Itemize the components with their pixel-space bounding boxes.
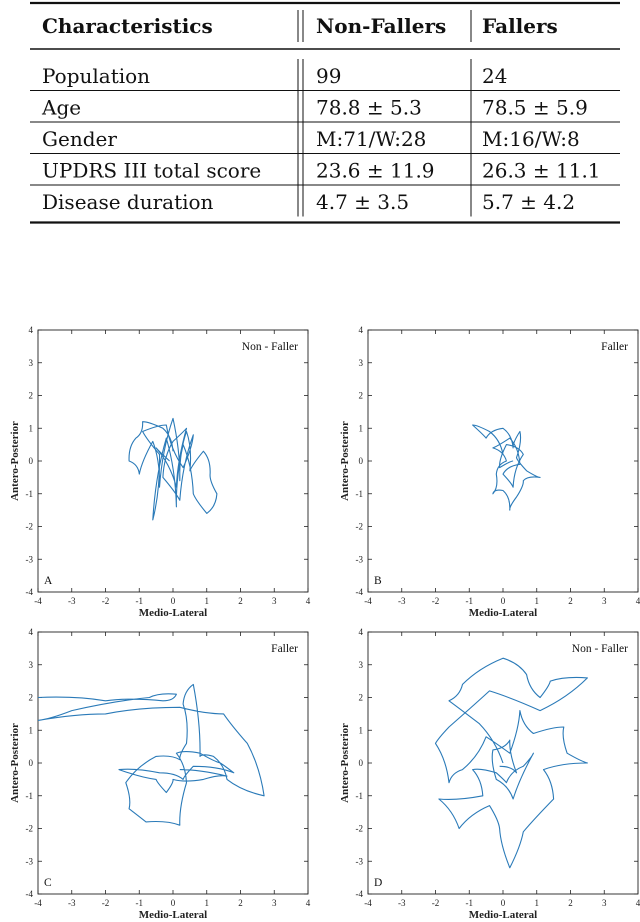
table-cell: 23.6 ± 11.9: [316, 158, 435, 183]
x-axis-label: Medio-Lateral: [468, 607, 538, 619]
trajectory-line: [38, 684, 264, 825]
x-tick-label: 2: [568, 596, 573, 606]
x-tick-label: 3: [602, 898, 607, 908]
x-tick-label: -2: [431, 898, 440, 908]
x-tick-label: 4: [635, 596, 640, 606]
plot-frame: [38, 632, 308, 894]
panel-letter: C: [44, 877, 52, 889]
y-tick-label: -4: [25, 889, 33, 899]
y-tick-label: 3: [358, 357, 363, 368]
y-tick-label: 1: [358, 423, 363, 434]
table-header-cell: Characteristics: [42, 14, 213, 38]
x-tick-label: -2: [431, 596, 440, 606]
trajectory-line: [436, 658, 588, 868]
y-tick-label: 2: [28, 390, 33, 401]
table-cell: 5.7 ± 4.2: [482, 190, 576, 214]
x-tick-label: 0: [170, 898, 176, 908]
y-tick-label: 3: [28, 659, 33, 670]
table-cell: Disease duration: [42, 190, 214, 214]
x-tick-label: 3: [602, 596, 607, 606]
x-tick-label: 0: [170, 596, 176, 606]
y-tick-label: -2: [25, 823, 33, 834]
y-tick-label: -1: [355, 790, 363, 801]
group-label: Faller: [271, 643, 298, 655]
table-cell: 26.3 ± 11.1: [482, 158, 601, 183]
x-tick-label: 1: [204, 596, 209, 606]
y-tick-label: 0: [358, 758, 363, 768]
table-cell: 78.8 ± 5.3: [316, 95, 422, 120]
y-tick-label: 0: [358, 456, 363, 466]
x-tick-label: -2: [101, 898, 110, 908]
y-tick-label: 1: [358, 725, 363, 736]
plot-panel-a: [0, 320, 311, 619]
group-label: Non - Faller: [571, 643, 628, 655]
table-cell: 99: [316, 64, 342, 88]
x-tick-label: -3: [68, 898, 76, 908]
panel-letter: B: [374, 575, 382, 587]
y-tick-label: 1: [28, 725, 33, 736]
x-tick-label: -4: [34, 898, 42, 908]
x-tick-label: -1: [465, 898, 473, 908]
x-tick-label: -1: [465, 596, 473, 606]
plot-panel-d: [330, 622, 640, 921]
table-cell: M:71/W:28: [316, 127, 427, 151]
x-tick-label: -2: [101, 596, 110, 606]
y-tick-label: -2: [355, 521, 363, 532]
y-tick-label: -4: [355, 889, 363, 899]
y-tick-label: 2: [358, 390, 363, 401]
y-tick-label: 4: [358, 627, 363, 637]
y-tick-label: 0: [28, 758, 33, 768]
plot-frame: [368, 330, 638, 592]
x-tick-label: -3: [398, 898, 406, 908]
x-tick-label: 2: [238, 898, 243, 908]
characteristics-table: [30, 0, 620, 230]
plot-panel-b: [330, 320, 640, 619]
x-tick-label: 1: [534, 596, 539, 606]
x-tick-label: -1: [135, 898, 143, 908]
plot-panel-c: [0, 622, 311, 921]
y-tick-label: -3: [25, 554, 33, 565]
y-tick-label: 0: [28, 456, 33, 466]
table-header-cell: Fallers: [482, 14, 558, 38]
y-tick-label: -2: [355, 823, 363, 834]
group-label: Non - Faller: [241, 341, 298, 353]
y-tick-label: -1: [355, 488, 363, 499]
table-header-cell: Non-Fallers: [316, 14, 447, 38]
table-cell: 78.5 ± 5.9: [482, 95, 588, 120]
x-tick-label: 1: [204, 898, 209, 908]
x-tick-label: 4: [305, 898, 311, 908]
x-tick-label: 3: [272, 596, 277, 606]
y-tick-label: -1: [25, 488, 33, 499]
x-tick-label: -4: [34, 596, 42, 606]
x-tick-label: 0: [500, 596, 506, 606]
table-cell: Age: [42, 95, 82, 120]
x-tick-label: -4: [364, 596, 372, 606]
x-tick-label: 0: [500, 898, 506, 908]
y-tick-label: 1: [28, 423, 33, 434]
x-tick-label: 1: [534, 898, 539, 908]
panel-letter: D: [374, 877, 383, 889]
y-tick-label: 4: [28, 325, 33, 335]
y-tick-label: -1: [25, 790, 33, 801]
y-tick-label: -4: [25, 587, 33, 597]
x-tick-label: -1: [135, 596, 143, 606]
x-tick-label: 2: [238, 596, 243, 606]
group-label: Faller: [601, 341, 628, 353]
y-tick-label: -3: [25, 856, 33, 867]
y-axis-label: Antero-Posterior: [9, 421, 21, 501]
table-cell: 4.7 ± 3.5: [316, 190, 410, 214]
trajectory-line: [473, 425, 540, 510]
x-tick-label: -4: [364, 898, 372, 908]
y-tick-label: -3: [355, 856, 363, 867]
x-tick-label: 3: [272, 898, 277, 908]
y-axis-label: Antero-Posterior: [9, 723, 21, 803]
panel-letter: A: [44, 575, 53, 587]
x-tick-label: 2: [568, 898, 573, 908]
x-tick-label: 4: [305, 596, 311, 606]
y-axis-label: Antero-Posterior: [339, 723, 351, 803]
x-tick-label: -3: [68, 596, 76, 606]
y-tick-label: 3: [28, 357, 33, 368]
y-axis-label: Antero-Posterior: [339, 421, 351, 501]
table-cell: M:16/W:8: [482, 127, 580, 151]
trajectory-line: [129, 418, 217, 520]
table-cell: Gender: [42, 127, 117, 151]
x-axis-label: Medio-Lateral: [138, 607, 208, 619]
y-tick-label: -4: [355, 587, 363, 597]
y-tick-label: 4: [358, 325, 363, 335]
plot-frame: [38, 330, 308, 592]
y-tick-label: -2: [25, 521, 33, 532]
y-tick-label: 3: [358, 659, 363, 670]
y-tick-label: 2: [358, 692, 363, 703]
x-axis-label: Medio-Lateral: [468, 909, 538, 921]
table-cell: Population: [42, 64, 151, 88]
y-tick-label: 2: [28, 692, 33, 703]
x-axis-label: Medio-Lateral: [138, 909, 208, 921]
x-tick-label: -3: [398, 596, 406, 606]
y-tick-label: 4: [28, 627, 33, 637]
table-cell: 24: [482, 64, 508, 88]
table-cell: UPDRS III total score: [42, 158, 262, 183]
x-tick-label: 4: [635, 898, 640, 908]
y-tick-label: -3: [355, 554, 363, 565]
